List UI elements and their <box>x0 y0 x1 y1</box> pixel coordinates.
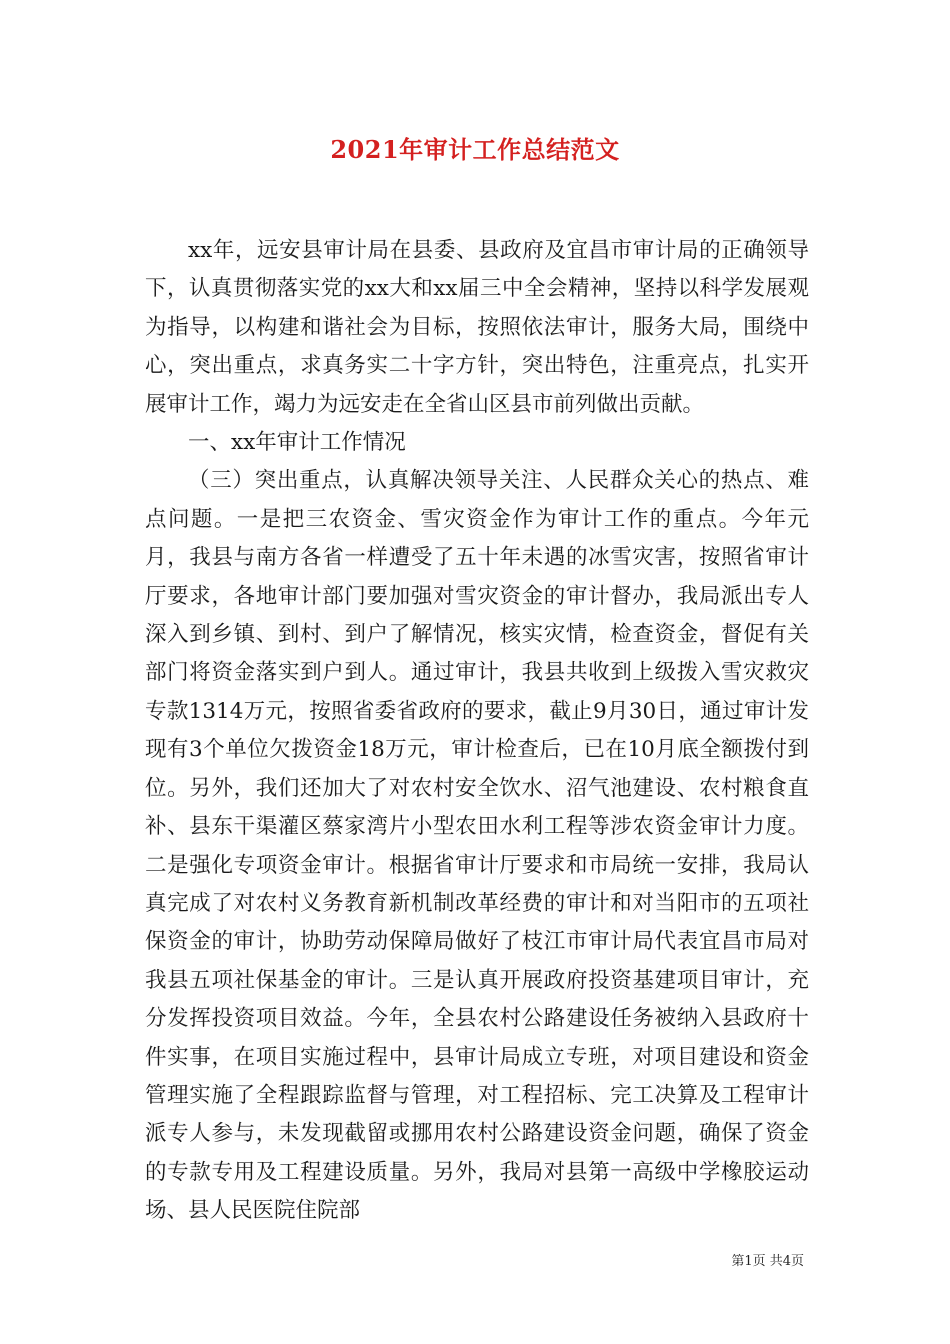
paragraph-highlights: （三）突出重点，认真解决领导关注、人民群众关心的热点、难点问题。一是把三农资金、雪灾资金作为审计工作的重点。今年元月，我县与南方各省一样遭受了五十年未遇的冰雪灾害，按照省审计厅要求，各地审计部门要加强对雪灾资金的审计督办，我局派出专人深入到乡镇、到村、到户了解情况，核实灾情，检查资金，督促有关部门将资金落实到户到人。通过审计，我县共收到上级拨入雪灾救灾专款1314万元，按照省委省政府的要求，截止9月30日，通过审计发现有3个单位欠拨资金18万元，审计检查后，已在10月底全额拨付到位。另外，我们还加大了对农村安全饮水、沼气池建设、农村粮食直补、县东干渠灌区蔡家湾片小型农田水利工程等涉农资金审计力度。二是强化专项资金审计。根据省审计厅要求和市局统一安排，我局认真完成了对农村义务教育新机制改革经费的审计和对当阳市的五项社保资金的审计，协助劳动保障局做好了枝江市审计局代表宜昌市局对我县五项社保基金的审计。三是认真开展政府投资基建项目审计，充分发挥投资项目效益。今年，全县农村公路建设任务被纳入县政府十件实事，在项目实施过程中，县审计局成立专班，对项目建设和资金管理实施了全程跟踪监督与管理，对工程招标、完工决算及工程审计派专人参与，未发现截留或挪用农村公路建设资金问题，确保了资金的专款专用及工程建设质量。另外，我局对县第一高级中学橡胶运动场、县人民医院住院部 <box>145 468 809 1224</box>
document-title: 2021年审计工作总结范文 <box>330 135 620 164</box>
document-body <box>145 232 809 1231</box>
section-heading: 一、xx年审计工作情况 <box>188 430 406 456</box>
paragraph-intro: xx年，远安县审计局在县委、县政府及宜昌市审计局的正确领导下，认真贯彻落实党的xx大和xx届三中全会精神，坚持以科学发展观为指导，以构建和谐社会为目标，按照依法审计，服务大局，围绕中心，突出重点，求真务实二十字方针，突出特色，注重亮点，扎实开展审计工作，竭力为远安走在全省山区县市前列做出贡献。 <box>145 238 809 417</box>
page-number: 第1页 共4页 <box>731 1254 804 1269</box>
